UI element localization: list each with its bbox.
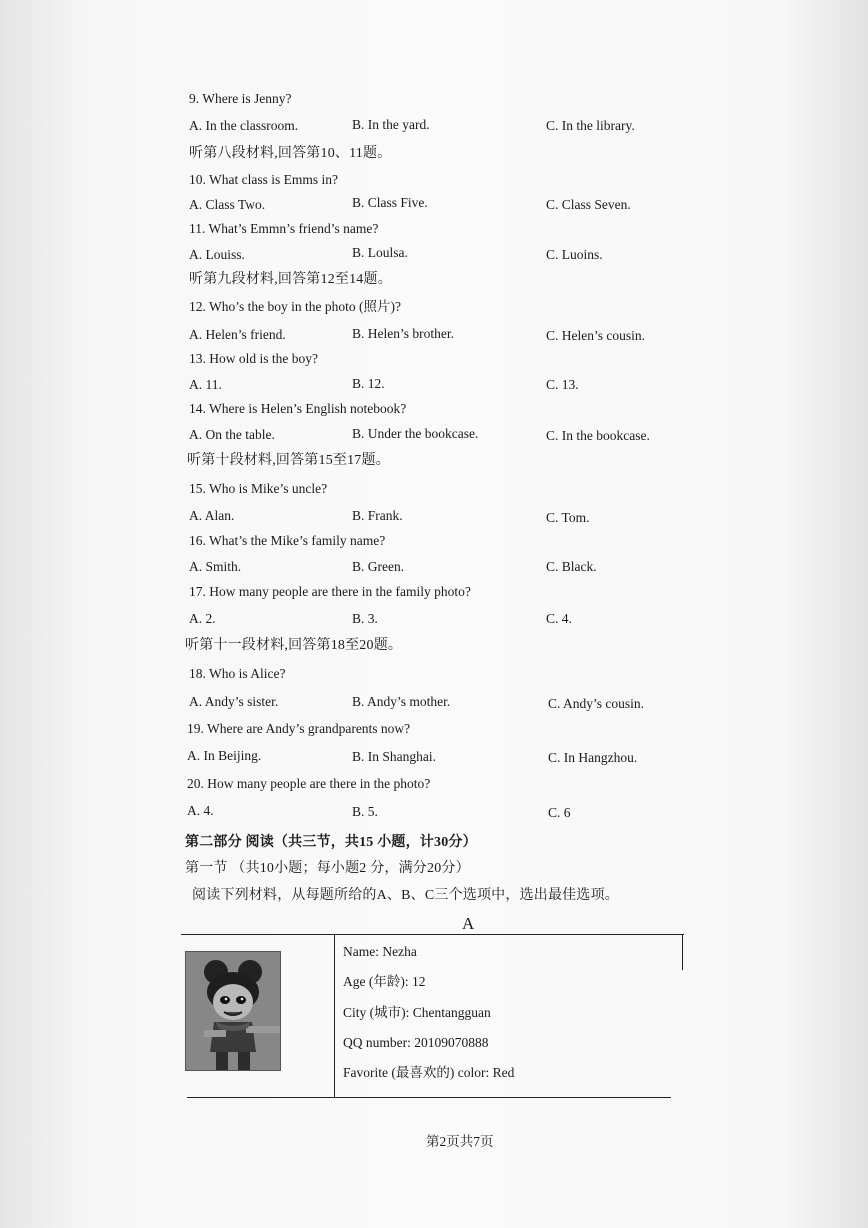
section-1-heading: 第一节 （共10小题；每小题2 分，满分20分）: [185, 861, 470, 876]
question-13-option-b: B. 12.: [352, 376, 385, 391]
profile-qq: QQ number: 20109070888: [343, 1035, 489, 1050]
profile-favorite-color: Favorite (最喜欢的) color: Red: [343, 1065, 515, 1080]
card-right-edge: [682, 934, 683, 970]
question-9-option-b: B. In the yard.: [352, 117, 430, 132]
question-12-option-b: B. Helen’s brother.: [352, 326, 454, 341]
question-20-option-a: A. 4.: [187, 803, 214, 818]
question-14-option-a: A. On the table.: [189, 427, 275, 442]
question-11-option-c: C. Luoins.: [546, 247, 603, 262]
question-10: 10. What class is Emms in?: [189, 172, 338, 187]
question-12-option-a: A. Helen’s friend.: [189, 327, 286, 342]
question-9-option-a: A. In the classroom.: [189, 118, 299, 133]
question-13-option-a: A. 11.: [189, 377, 222, 392]
question-19-option-c: C. In Hangzhou.: [548, 750, 638, 765]
question-19: 19. Where are Andy’s grandparents now?: [187, 721, 411, 736]
profile-card: [181, 934, 684, 1098]
question-13: 13. How old is the boy?: [189, 351, 318, 366]
question-17-option-a: A. 2.: [189, 611, 216, 626]
question-18-option-a: A. Andy’s sister.: [189, 694, 279, 709]
question-11-option-b: B. Loulsa.: [352, 245, 408, 260]
question-10-option-a: A. Class Two.: [189, 197, 266, 212]
question-16-option-c: C. Black.: [546, 559, 597, 574]
reading-instruction: 阅读下列材料，从每题所给的A、B、C三个选项中，选出最佳选项。: [192, 888, 619, 903]
question-20-option-b: B. 5.: [352, 804, 378, 819]
question-11: 11. What’s Emmn’s friend’s name?: [189, 221, 379, 236]
question-10-option-b: B. Class Five.: [352, 195, 428, 210]
question-14-option-b: B. Under the bookcase.: [352, 426, 479, 441]
question-15: 15. Who is Mike’s uncle?: [189, 481, 328, 496]
question-9-option-c: C. In the library.: [546, 118, 635, 133]
question-12-option-c: C. Helen’s cousin.: [546, 328, 645, 343]
question-17-option-b: B. 3.: [352, 611, 378, 626]
profile-city: City (城市): Chentangguan: [343, 1005, 491, 1020]
question-15-option-a: A. Alan.: [189, 508, 235, 523]
question-14: 14. Where is Helen’s English notebook?: [189, 401, 407, 416]
profile-age: Age (年龄): 12: [343, 974, 426, 989]
question-17-option-c: C. 4.: [546, 611, 572, 626]
question-15-option-b: B. Frank.: [352, 508, 403, 523]
section-9-instruction: 听第九段材料,回答第12至14题。: [189, 272, 392, 287]
question-20: 20. How many people are there in the photo?: [187, 776, 431, 791]
question-19-option-a: A. In Beijing.: [187, 748, 262, 763]
question-15-option-c: C. Tom.: [546, 510, 590, 525]
question-16-option-a: A. Smith.: [189, 559, 242, 574]
question-20-option-c: C. 6: [548, 805, 571, 820]
question-16: 16. What’s the Mike’s family name?: [189, 533, 386, 548]
question-17: 17. How many people are there in the family photo?: [189, 584, 471, 599]
question-18-option-b: B. Andy’s mother.: [352, 694, 451, 709]
question-14-option-c: C. In the bookcase.: [546, 428, 650, 443]
card-divider: [334, 934, 335, 1098]
section-8-instruction: 听第八段材料,回答第10、11题。: [189, 146, 392, 161]
question-18-option-c: C. Andy’s cousin.: [548, 696, 645, 711]
page-number: 第2页共7页: [426, 1134, 494, 1149]
question-9: 9. Where is Jenny?: [189, 91, 292, 106]
question-12: 12. Who’s the boy in the photo (照片)?: [189, 299, 401, 314]
profile-name: Name: Nezha: [343, 944, 417, 959]
card-top-rule: [181, 934, 684, 935]
section-10-instruction: 听第十段材料,回答第15至17题。: [187, 453, 390, 468]
section-11-instruction: 听第十一段材料,回答第18至20题。: [185, 638, 403, 653]
question-19-option-b: B. In Shanghai.: [352, 749, 436, 764]
part-2-heading: 第二部分 阅读（共三节，共15 小题，计30分）: [185, 835, 477, 850]
passage-label: A: [462, 914, 475, 933]
question-16-option-b: B. Green.: [352, 559, 405, 574]
question-18: 18. Who is Alice?: [189, 666, 286, 681]
card-bottom-rule: [187, 1097, 671, 1098]
question-13-option-c: C. 13.: [546, 377, 579, 392]
question-11-option-a: A. Louiss.: [189, 247, 245, 262]
question-10-option-c: C. Class Seven.: [546, 197, 631, 212]
nezha-photo: [185, 951, 281, 1071]
nezha-illustration: [186, 952, 280, 1070]
